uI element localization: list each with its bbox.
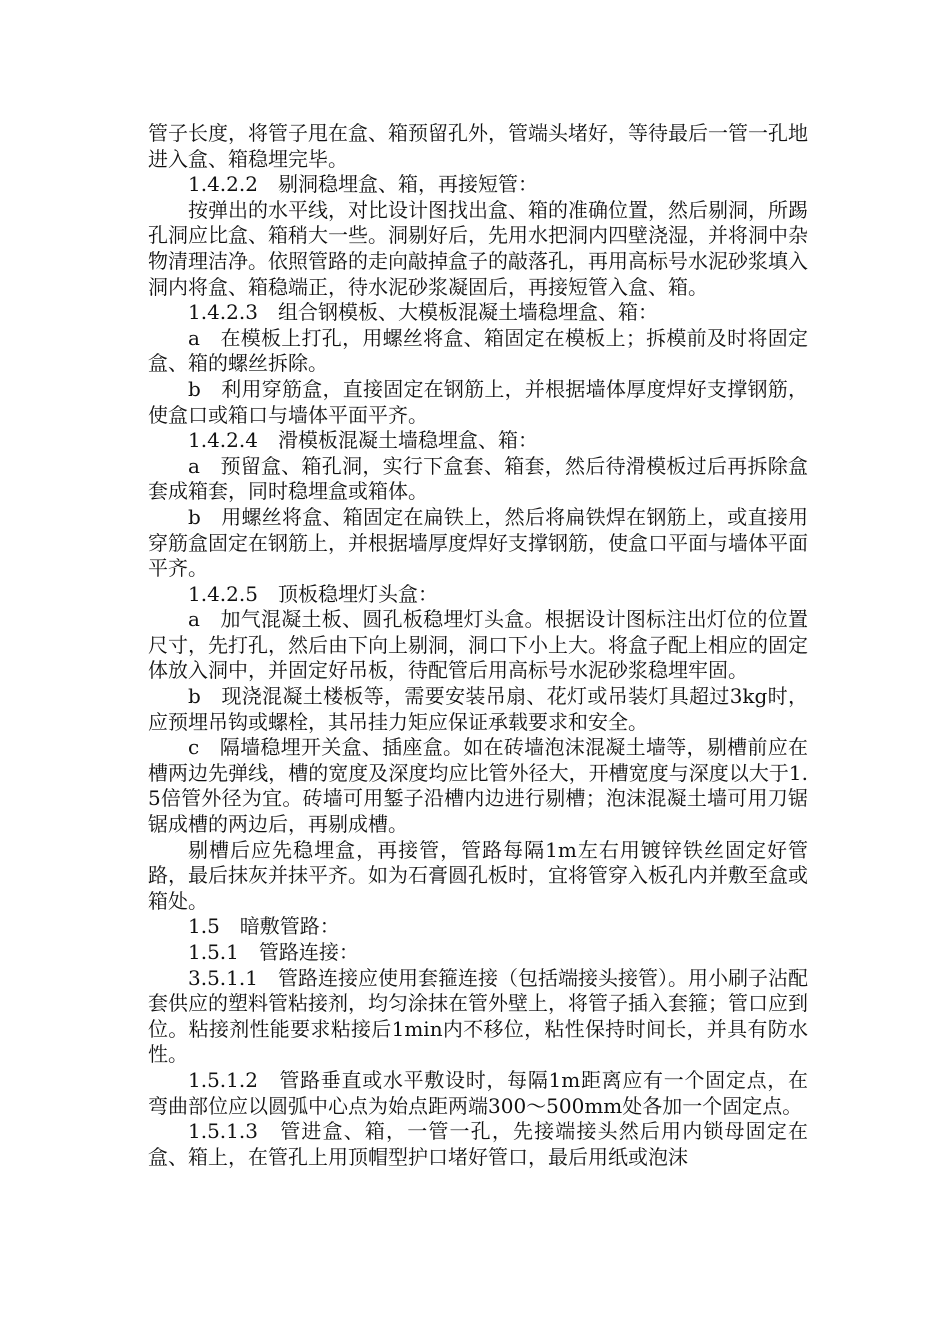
paragraph: 按弹出的水平线，对比设计图找出盒、箱的准确位置，然后剔洞，所踢孔洞应比盒、箱稍大一些。洞剔好后，先用水把洞内四壁浇湿，并将洞中杂物清理洁净。依照管路的走向敲掉盒子的敲落孔，再用高标号水泥砂浆填入洞内将盒、箱稳端正，待水泥砂浆凝固后，再接短管入盒、箱。: [148, 197, 808, 299]
document-page: [148, 121, 808, 1170]
section-1-5-1-2: 1.5.1.2 管路垂直或水平敷设时，每隔1m距离应有一个固定点，在弯曲部位应以圆弧中心点为始点距两端300～500mm处各加一个固定点。: [148, 1067, 808, 1118]
section-3-5-1-1: 3.5.1.1 管路连接应使用套箍连接（包括端接头接管）。用小刷子沾配套供应的塑料管粘接剂，均匀涂抹在管外壁上，将管子插入套箍；管口应到位。粘接剂性能要求粘接后1min内不移位，粘性保持时间长，并具有防水性。: [148, 965, 808, 1067]
section-heading-1-4-2-5: 1.4.2.5 顶板稳埋灯头盒：: [188, 581, 438, 606]
list-item-a: a 预留盒、箱孔洞，实行下盒套、箱套，然后待滑模板过后再拆除盒套成箱套，同时稳埋盒或箱体。: [148, 453, 808, 504]
list-item-a: a 加气混凝土板、圆孔板稳埋灯头盒。根据设计图标注出灯位的位置尺寸，先打孔，然后由下向上剔洞，洞口下小上大。将盒子配上相应的固定体放入洞中，并固定好吊板，待配管后用高标号水泥砂浆稳埋牢固。: [148, 607, 808, 683]
list-item-b: b 现浇混凝土楼板等，需要安装吊扇、花灯或吊装灯具超过3kg时，应预埋吊钩或螺栓，其吊挂力矩应保证承载要求和安全。: [148, 684, 808, 734]
list-item-c: c 隔墙稳埋开关盒、插座盒。如在砖墙泡沫混凝土墙等，剔槽前应在槽两边先弹线，槽的宽度及深度均应比管外径大，开槽宽度与深度以大于1.5倍管外径为宜。砖墙可用錾子沿槽内边进行剔槽；泡沫混凝土墙可用刀锯锯成槽的两边后，再剔成槽。: [148, 735, 808, 837]
list-item-b: b 用螺丝将盒、箱固定在扁铁上，然后将扁铁焊在钢筋上，或直接用穿筋盒固定在钢筋上，并根据墙厚度焊好支撑钢筋，使盒口平面与墙体平面平齐。: [148, 504, 808, 581]
section-heading-1-4-2-2: 1.4.2.2 剔洞稳埋盒、箱，再接短管：: [188, 172, 538, 197]
section-heading-1-4-2-3: 1.4.2.3 组合钢模板、大模板混凝土墙稳埋盒、箱：: [188, 300, 658, 325]
paragraph-continuation: 管子长度，将管子甩在盒、箱预留孔外，管端头堵好，等待最后一管一孔地进入盒、箱稳埋完毕。: [148, 121, 808, 171]
section-heading-1-5-1: 1.5.1 管路连接：: [188, 940, 359, 964]
section-heading-1-5: 1.5 暗敷管路：: [188, 914, 340, 939]
list-item-a: a 在模板上打孔，用螺丝将盒、箱固定在模板上；拆模前及时将固定盒、箱的螺丝拆除。: [148, 325, 808, 376]
section-1-5-1-3: 1.5.1.3 管进盒、箱，一管一孔，先接端接头然后用内锁母固定在盒、箱上，在管孔上用顶帽型护口堵好管口，最后用纸或泡沫: [148, 1119, 808, 1169]
paragraph: 剔槽后应先稳埋盒，再接管，管路每隔1m左右用镀锌铁丝固定好管路，最后抹灰并抹平齐。如为石膏圆孔板时，宜将管穿入板孔内并敷至盒或箱处。: [148, 837, 808, 913]
list-item-b: b 利用穿筋盒，直接固定在钢筋上，并根据墙体厚度焊好支撑钢筋，使盒口或箱口与墙体平面平齐。: [148, 376, 808, 427]
section-heading-1-4-2-4: 1.4.2.4 滑模板混凝土墙稳埋盒、箱：: [188, 428, 538, 453]
